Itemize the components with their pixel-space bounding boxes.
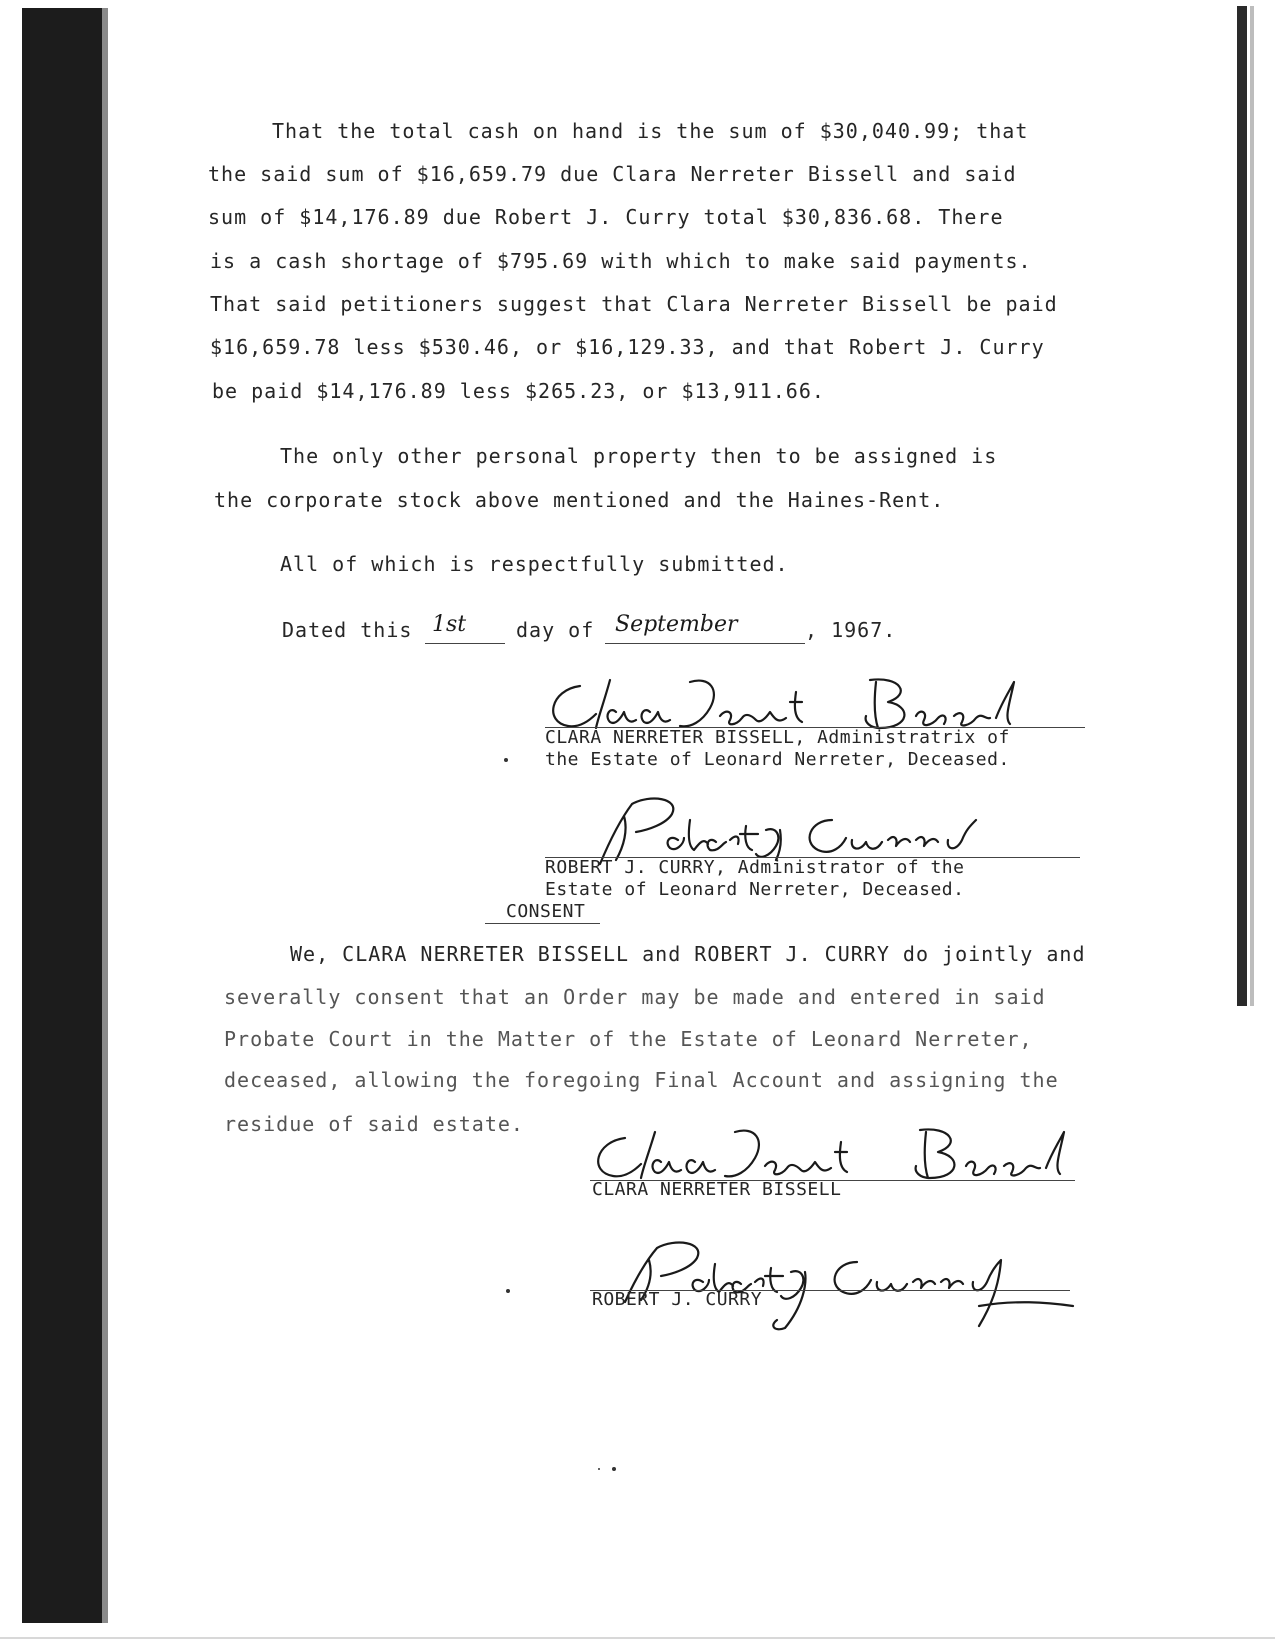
consent-line: We, CLARA NERRETER BISSELL and ROBERT J. CURRY do jointly and	[290, 942, 1086, 966]
stray-mark	[612, 1467, 616, 1471]
scan-right-edge	[1237, 6, 1247, 1006]
consent-line: Probate Court in the Matter of the Estate of Leonard Nerreter,	[224, 1027, 1033, 1051]
consent-heading: CONSENT	[506, 901, 586, 922]
month-blank-line	[605, 643, 805, 644]
paragraph1-line: the said sum of $16,659.79 due Clara Nerreter Bissell and said	[208, 162, 1017, 186]
paragraph1-line: $16,659.78 less $530.46, or $16,129.33, and that Robert J. Curry	[210, 335, 1045, 359]
signer-title-line: Estate of Leonard Nerreter, Deceased.	[545, 879, 965, 900]
dated-prefix: Dated this	[282, 618, 413, 642]
consent-heading-underline	[485, 923, 600, 924]
scan-right-edge-shadow	[1250, 6, 1254, 1006]
dated-middle: day of	[516, 618, 595, 642]
signature-curry	[595, 1236, 1075, 1336]
paragraph1-line: be paid $14,176.89 less $265.23, or $13,911.66.	[212, 379, 825, 403]
consent-signer-name: ROBERT J. CURRY	[592, 1289, 763, 1310]
paragraph1-line: That said petitioners suggest that Clara Nerreter Bissell be paid	[210, 292, 1058, 316]
consent-line: deceased, allowing the foregoing Final Account and assigning the	[224, 1068, 1059, 1092]
scan-left-edge-shadow	[102, 8, 108, 1623]
stray-mark	[506, 1289, 510, 1293]
signer-title-line: the Estate of Leonard Nerreter, Deceased.	[545, 749, 1010, 770]
paragraph1-line: sum of $14,176.89 due Robert J. Curry total $30,836.68. There	[208, 205, 1004, 229]
day-handwritten: 1st	[432, 612, 467, 637]
consent-signer-name: CLARA NERRETER BISSELL	[592, 1179, 842, 1200]
day-blank-line	[425, 643, 505, 644]
dated-suffix: , 1967.	[805, 618, 897, 642]
signer-title-line: CLARA NERRETER BISSELL, Administratrix of	[545, 727, 1010, 748]
submitted-line: All of which is respectfully submitted.	[280, 552, 789, 576]
signer-title-line: ROBERT J. CURRY, Administrator of the	[545, 857, 965, 878]
scan-left-edge	[22, 8, 102, 1623]
consent-line: residue of said estate.	[224, 1112, 524, 1136]
paragraph1-line: is a cash shortage of $795.69 with which to make said payments.	[210, 249, 1032, 273]
signature-bissell	[585, 1124, 1085, 1186]
stray-mark	[598, 1468, 600, 1470]
consent-line: severally consent that an Order may be made and entered in said	[224, 985, 1046, 1009]
stray-mark	[504, 758, 508, 762]
scan-bottom-edge	[0, 1637, 1275, 1639]
paragraph2-line: the corporate stock above mentioned and the Haines-Rent.	[214, 488, 945, 512]
paragraph1-line: That the total cash on hand is the sum of $30,040.99; that	[272, 119, 1029, 143]
month-handwritten: September	[615, 612, 738, 637]
paragraph2-line: The only other personal property then to be assigned is	[280, 444, 998, 468]
